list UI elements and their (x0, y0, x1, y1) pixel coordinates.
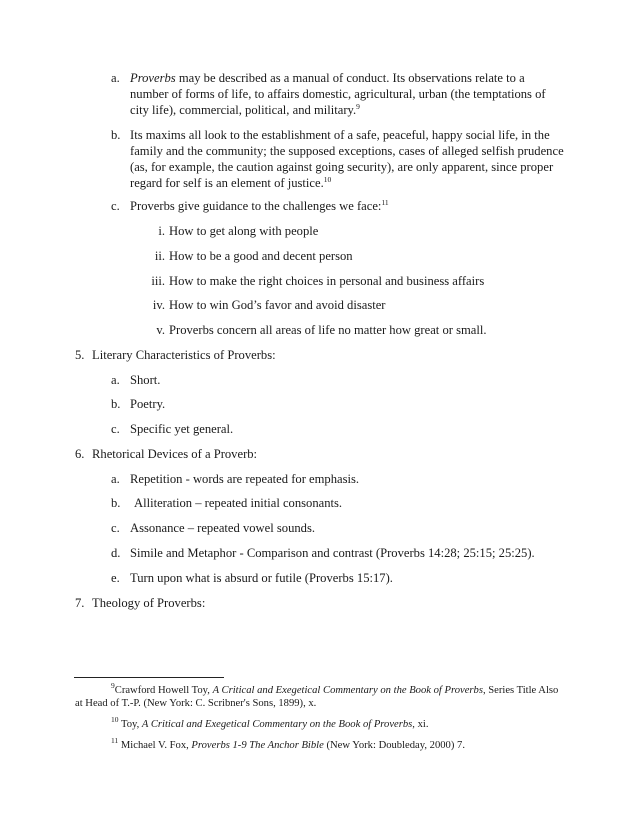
footnote-9-number: 9 (111, 681, 115, 690)
s5-item-a-marker: a. (111, 373, 120, 387)
item-a-line-1-text: may be described as a manual of conduct. Its observations relate to a (175, 71, 525, 85)
section-7-marker: 7. (75, 596, 85, 610)
item-a-line-2: number of forms of life, to affairs domestic, agricultural, urban (the temptations of (130, 87, 546, 101)
roman-iii-marker: iii. (151, 274, 165, 288)
roman-v-marker: v. (156, 323, 165, 337)
footnote-9-line-1 (111, 681, 559, 698)
item-b-line-4-text: regard for self is an element of justice. (130, 176, 324, 190)
item-b-marker: b. (111, 128, 121, 142)
s6-item-d-text: Simile and Metaphor - Comparison and contrast (Proverbs 14:28; 25:15; 25:25). (130, 546, 535, 560)
footnote-10 (111, 715, 429, 732)
item-c-line (130, 198, 389, 214)
roman-iv-text: How to win God’s favor and avoid disaster (169, 298, 386, 312)
section-5-marker: 5. (75, 348, 85, 362)
s6-item-b-marker: b. (111, 496, 121, 510)
item-a-line-3 (130, 102, 360, 118)
footnote-separator (74, 677, 224, 678)
roman-ii-marker: ii. (154, 249, 165, 263)
s5-item-c-text: Specific yet general. (130, 422, 234, 436)
item-a-line-1 (130, 70, 525, 86)
item-b-line-2: family and the community; the supposed exceptions, cases of alleged selfish prudence (130, 144, 564, 158)
proverbs-italic: Proverbs (130, 71, 176, 85)
item-b-line-4 (130, 175, 331, 191)
footnote-11-post: (New York: Doubleday, 2000) 7. (323, 740, 465, 751)
s6-item-c-text: Assonance – repeated vowel sounds. (130, 521, 316, 535)
footnote-11-pre: Michael V. Fox, (118, 740, 192, 751)
s6-item-a-marker: a. (111, 472, 120, 486)
s6-item-e-text: Turn upon what is absurd or futile (Proverbs 15:17). (130, 571, 393, 585)
footnote-9-line-2: at Head of T.-P. (New York: C. Scribner's Sons, 1899), x. (75, 698, 317, 709)
footnote-9-post: , Series Title Also (482, 685, 559, 696)
item-a-line-3-text: city life), commercial, political, and military. (130, 103, 357, 117)
footnote-10-pre: Toy, (118, 719, 142, 730)
footnote-10-title: A Critical and Exegetical Commentary on the Book of Proverbs (141, 719, 413, 730)
section-6-marker: 6. (75, 447, 85, 461)
footnote-9-pre: Crawford Howell Toy, (114, 685, 213, 696)
footnote-9-title: A Critical and Exegetical Commentary on the Book of Proverbs (212, 685, 483, 696)
footnote-ref-10: 10 (323, 175, 332, 184)
s5-item-b-text: Poetry. (130, 397, 166, 411)
item-c-text: Proverbs give guidance to the challenges we face: (130, 199, 382, 213)
roman-iii-text: How to make the right choices in personal and business affairs (169, 274, 485, 288)
section-6-title: Rhetorical Devices of a Proverb: (92, 447, 258, 461)
section-7-title: Theology of Proverbs: (92, 596, 206, 610)
s6-item-b-text: Alliteration – repeated initial consonants. (134, 496, 343, 510)
roman-i-text: How to get along with people (169, 224, 319, 238)
item-c-marker: c. (111, 199, 120, 213)
footnote-10-post: , xi. (412, 719, 429, 730)
s5-item-c-marker: c. (111, 422, 120, 436)
s5-item-b-marker: b. (111, 397, 121, 411)
item-b-line-1: Its maxims all look to the establishment of a safe, peaceful, happy social life, in the (130, 128, 550, 142)
footnote-ref-9: 9 (356, 102, 360, 111)
s6-item-c-marker: c. (111, 521, 120, 535)
section-5-title: Literary Characteristics of Proverbs: (92, 348, 276, 362)
s5-item-a-text: Short. (130, 373, 161, 387)
footnote-11 (111, 736, 465, 753)
footnote-10-number: 10 (111, 715, 119, 724)
footnote-11-number: 11 (111, 736, 119, 745)
item-b-line-3: (as, for example, the caution against going security), are only apparent, since proper (130, 160, 554, 174)
item-a-marker: a. (111, 71, 120, 85)
s6-item-d-marker: d. (111, 546, 121, 560)
s6-item-e-marker: e. (111, 571, 120, 585)
roman-ii-text: How to be a good and decent person (169, 249, 353, 263)
footnote-11-title: Proverbs 1-9 The Anchor Bible (191, 740, 324, 751)
footnote-ref-11: 11 (381, 198, 389, 207)
roman-iv-marker: iv. (152, 298, 165, 312)
roman-i-marker: i. (158, 224, 165, 238)
roman-v-text: Proverbs concern all areas of life no matter how great or small. (169, 323, 487, 337)
s6-item-a-text: Repetition - words are repeated for emphasis. (130, 472, 360, 486)
